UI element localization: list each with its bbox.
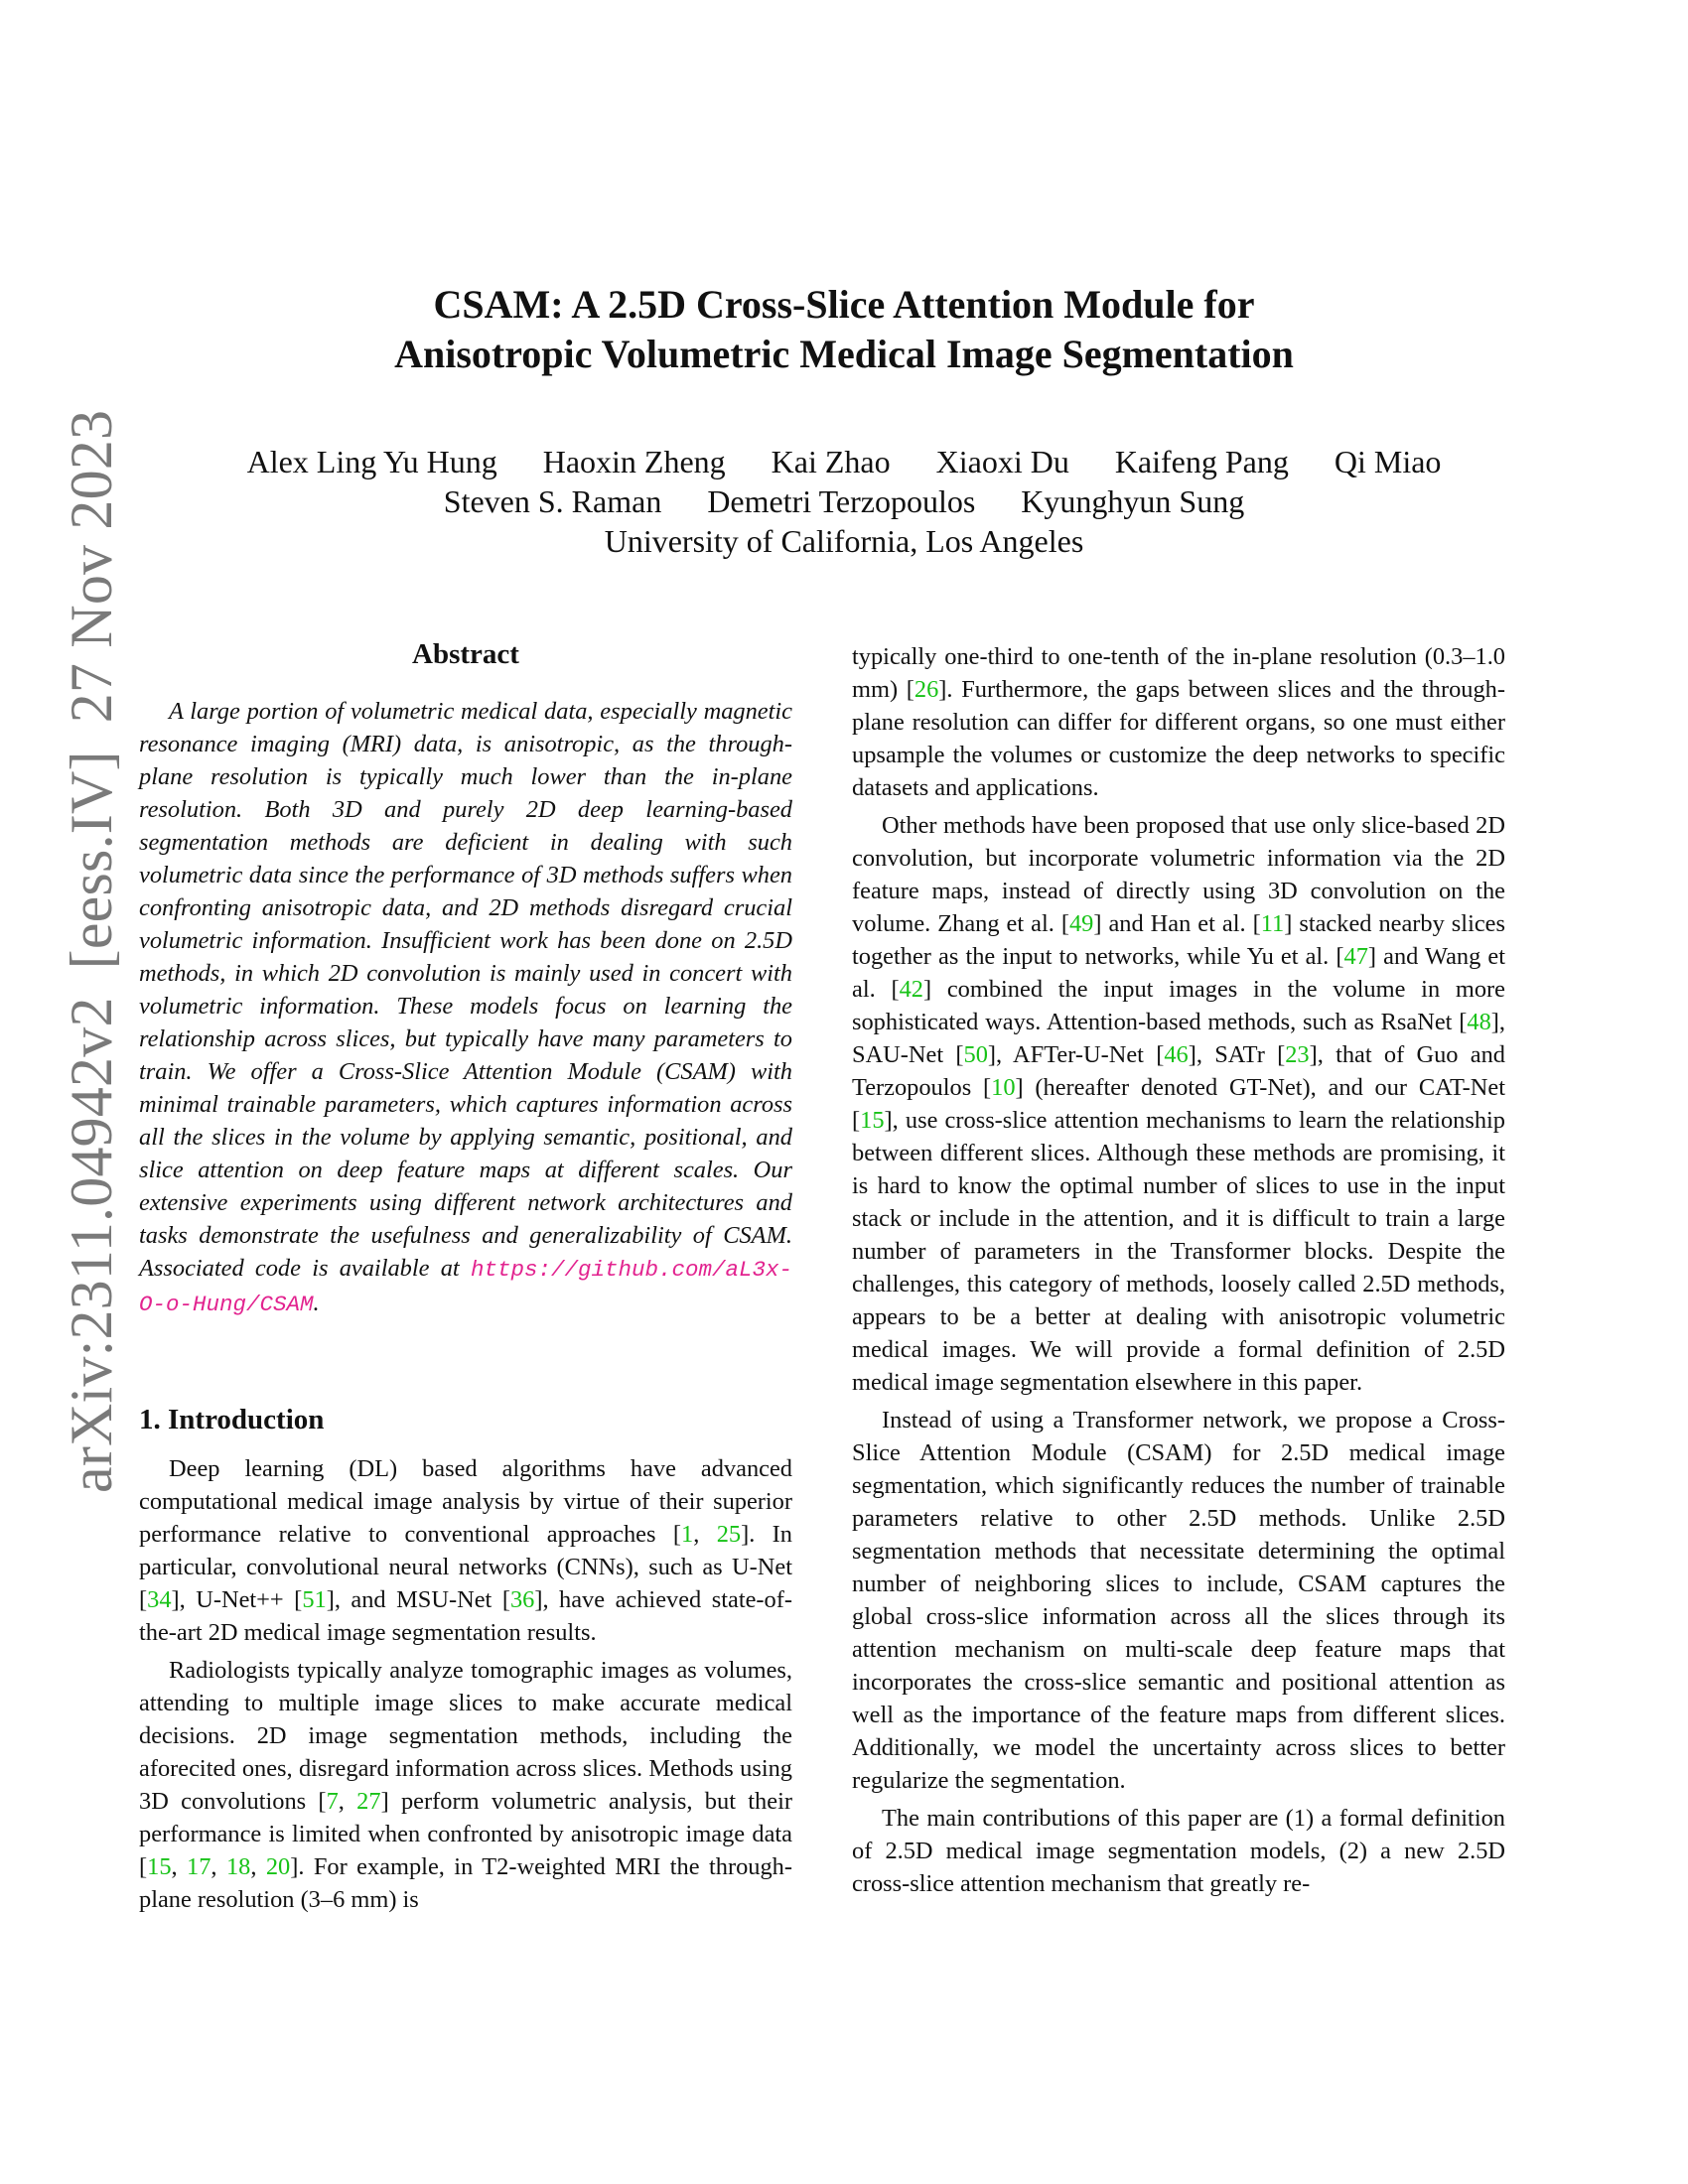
text-run: ] stacked nearby slices together as the input to networks, while Yu et al. [ <box>852 910 1505 970</box>
arxiv-category: [eess.IV] <box>59 751 124 970</box>
abstract-body <box>139 695 792 1321</box>
text-run: Deep learning (DL) based algorithms have advanced computational medical image analysis by virtue of their superior performance relative to conventional approaches [ <box>139 1455 792 1548</box>
text-run: ], SAU-Net [ <box>852 1009 1505 1068</box>
author-name: Demetri Terzopoulos <box>707 483 976 519</box>
citation-link[interactable]: 42 <box>899 976 923 1003</box>
text-run: Radiologists typically analyze tomographic images as volumes, attending to multiple image slices to make accurate medical decisions. 2D image segmentation methods, including the aforecited ones, disregard information across slices. Methods using 3D convolutions [ <box>139 1657 792 1815</box>
text-run: ], that of Guo and Terzopoulos [ <box>852 1041 1505 1101</box>
intro-paragraph-2 <box>139 1654 792 1916</box>
citation-link[interactable]: 15 <box>147 1853 172 1880</box>
left-column <box>139 635 792 1921</box>
citation-link[interactable]: 26 <box>914 676 939 703</box>
citation-link[interactable]: 46 <box>1164 1041 1189 1068</box>
intro-paragraph-3 <box>852 640 1505 804</box>
citation-link[interactable]: 51 <box>302 1586 327 1613</box>
author-name: Xiaoxi Du <box>935 444 1069 479</box>
abstract-heading: Abstract <box>412 638 519 670</box>
text-run: ]. Furthermore, the gaps between slices and the through-plane resolution can differ for different organs, so one must either upsample the volumes or customize the deep networks to specific datasets and applications. <box>852 676 1505 801</box>
text-run: , <box>338 1788 357 1815</box>
text-run: ] and Wang et al. [ <box>852 943 1506 1003</box>
citation-link[interactable]: 27 <box>356 1788 381 1815</box>
citation-link[interactable]: 34 <box>147 1586 172 1613</box>
author-name: Kaifeng Pang <box>1114 444 1289 479</box>
text-run: ], use cross-slice attention mechanisms to learn the relationship between different slices. Although these methods are promising, it is hard to know the optimal number of slices to use in the input stack or include in the attention, and it is difficult to train a large number of parameters in the Transformer blocks. Despite the challenges, this category of methods, loosely called 2.5D methods, appears to be a better at dealing with anisotropic volumetric medical images. We will provide a formal definition of 2.5D medical image segmentation elsewhere in this paper. <box>852 1107 1505 1396</box>
citation-link[interactable]: 50 <box>963 1041 988 1068</box>
citation-link[interactable]: 49 <box>1068 910 1094 937</box>
citation-link[interactable]: 1 <box>681 1521 694 1548</box>
text-run: , <box>171 1853 188 1880</box>
citation-link[interactable]: 17 <box>187 1853 211 1880</box>
paper-title <box>0 280 1688 379</box>
author-name: Steven S. Raman <box>443 483 662 519</box>
arxiv-date: 27 Nov 2023 <box>59 409 124 724</box>
author-name: Qi Miao <box>1334 444 1442 479</box>
citation-link[interactable]: 10 <box>991 1074 1016 1101</box>
citation-link[interactable]: 23 <box>1285 1041 1310 1068</box>
text-run: ], U-Net++ [ <box>171 1586 303 1613</box>
text-run: , <box>250 1853 266 1880</box>
text-run: ]. For example, in T2-weighted MRI the through-plane resolution (3–6 mm) is <box>139 1853 792 1913</box>
title-line-2: Anisotropic Volumetric Medical Image Segmentation <box>394 332 1294 376</box>
author-row-2 <box>0 481 1688 521</box>
citation-link[interactable]: 18 <box>225 1853 251 1880</box>
author-name: Kai Zhao <box>771 444 891 479</box>
text-run: ]. In particular, convolutional neural networks (CNNs), such as U-Net [ <box>139 1521 792 1613</box>
text-run: , <box>693 1521 717 1548</box>
abstract-end: . <box>313 1290 320 1316</box>
intro-paragraph-1 <box>139 1452 792 1649</box>
author-row-1 <box>0 442 1688 481</box>
citation-link[interactable]: 47 <box>1343 943 1368 970</box>
text-run: ] and Han et al. [ <box>1093 910 1261 937</box>
citation-link[interactable]: 11 <box>1260 910 1285 937</box>
text-run: ], SATr [ <box>1188 1041 1286 1068</box>
text-run: ] (hereafter denoted GT-Net), and our CAT-Net [ <box>852 1074 1506 1134</box>
text-run: ], and MSU-Net [ <box>326 1586 510 1613</box>
text-run: ] perform volumetric analysis, but their performance is limited when confronted by anisotropic image data [ <box>139 1788 792 1880</box>
author-block <box>0 442 1688 561</box>
citation-link[interactable]: 7 <box>326 1788 339 1815</box>
title-line-1: CSAM: A 2.5D Cross-Slice Attention Module for <box>433 282 1255 327</box>
affiliation: University of California, Los Angeles <box>604 523 1084 559</box>
text-run: typically one-third to one-tenth of the in-plane resolution (0.3–1.0 mm) [ <box>852 643 1505 703</box>
citation-link[interactable]: 25 <box>716 1521 742 1548</box>
author-name: Haoxin Zheng <box>542 444 726 479</box>
text-run: Other methods have been proposed that use only slice-based 2D convolution, but incorporate volumetric information via the 2D feature maps, instead of directly using 3D convolution on the volume. Zhang et al. [ <box>852 812 1505 937</box>
citation-link[interactable]: 36 <box>509 1586 535 1613</box>
citation-link[interactable]: 15 <box>860 1107 885 1134</box>
intro-paragraph-5: Instead of using a Transformer network, we propose a Cross-Slice Attention Module (CSAM) for 2.5D medical image segmentation, which significantly reduces the number of trainable parameters relative to other 2.5D methods. Unlike 2.5D segmentation methods that necessitate determining the optimal number of neighboring slices to include, CSAM captures the global cross-slice information across all the slices through its attention mechanism on multi-scale deep feature maps that incorporates the cross-slice semantic and positional attention as well as the importance of the feature maps from different slices. Additionally, we model the uncertainty across slices to better regularize the segmentation. <box>852 1407 1505 1794</box>
right-column <box>852 640 1505 1905</box>
citation-link[interactable]: 48 <box>1467 1009 1491 1035</box>
author-name: Kyunghyun Sung <box>1021 483 1245 519</box>
code-link[interactable]: https://github.com/aL3x-O-o-Hung/CSAM <box>139 1257 792 1317</box>
text-run: ], have achieved state-of-the-art 2D medical image segmentation results. <box>139 1586 792 1646</box>
citation-link[interactable]: 20 <box>265 1853 291 1880</box>
author-name: Alex Ling Yu Hung <box>246 444 497 479</box>
text-run: , <box>211 1853 226 1880</box>
arxiv-id: arXiv:2311.04942v2 <box>59 997 124 1493</box>
intro-heading: 1. Introduction <box>139 1404 325 1435</box>
arxiv-side-stamp <box>47 409 136 1507</box>
abstract-text: A large portion of volumetric medical data, especially magnetic resonance imaging (MRI) data, is anisotropic, as the through-plane resolution is typically much lower than the in-plane resolution. Both 3D and purely 2D deep learning-based segmentation methods are deficient in dealing with such volumetric data since the performance of 3D methods suffers when confronting anisotropic data, and 2D methods disregard crucial volumetric information. Insufficient work has been done on 2.5D methods, in which 2D convolution is mainly used in concert with volumetric information. These models focus on learning the relationship across slices, but typically have many parameters to train. We offer a Cross-Slice Attention Module (CSAM) with minimal trainable parameters, which captures information across all the slices in the volume by applying semantic, positional, and slice attention on deep feature maps at different scales. Our extensive experiments using different network architectures and tasks demonstrate the usefulness and generalizability of CSAM. Associated code is available at <box>139 698 792 1282</box>
intro-paragraph-4 <box>852 809 1505 1399</box>
intro-paragraph-6: The main contributions of this paper are (1) a formal definition of 2.5D medical image segmentation models, (2) a new 2.5D cross-slice attention mechanism that greatly re- <box>852 1805 1505 1897</box>
text-run: ], AFTer-U-Net [ <box>987 1041 1165 1068</box>
text-run: ] combined the input images in the volume in more sophisticated ways. Attention-based methods, such as RsaNet [ <box>852 976 1505 1035</box>
